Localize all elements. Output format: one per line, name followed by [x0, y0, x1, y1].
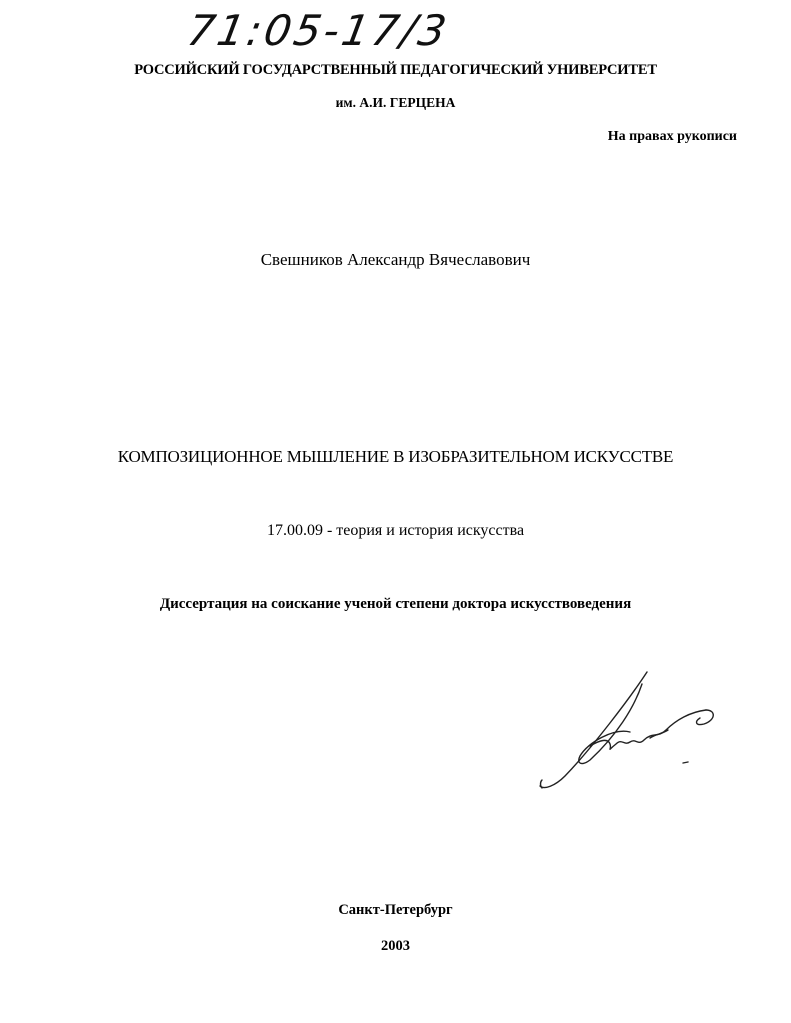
specialty-code: 17.00.09 - теория и история искусства — [266, 522, 525, 539]
dissertation-type: Диссертация на соискание ученой степени доктора искусствоведения — [159, 596, 632, 612]
year: 2003 — [381, 938, 410, 954]
university-name: РОССИЙСКИЙ ГОСУДАРСТВЕННЫЙ ПЕДАГОГИЧЕСКИЙ УНИВЕРСИТЕТ — [134, 62, 657, 78]
city: Санкт-Петербург — [338, 902, 453, 918]
rights-note: На правах рукописи — [607, 129, 737, 144]
handwritten-archive-number: 71:05-17/3 — [183, 6, 453, 55]
signature-icon — [530, 668, 720, 793]
dissertation-title: КОМПОЗИЦИОННОЕ МЫШЛЕНИЕ В ИЗОБРАЗИТЕЛЬНОМ ИСКУССТВЕ — [117, 447, 674, 466]
university-subtitle: им. А.И. ГЕРЦЕНА — [335, 95, 456, 110]
author-name: Свешников Александр Вячеславович — [260, 250, 531, 269]
